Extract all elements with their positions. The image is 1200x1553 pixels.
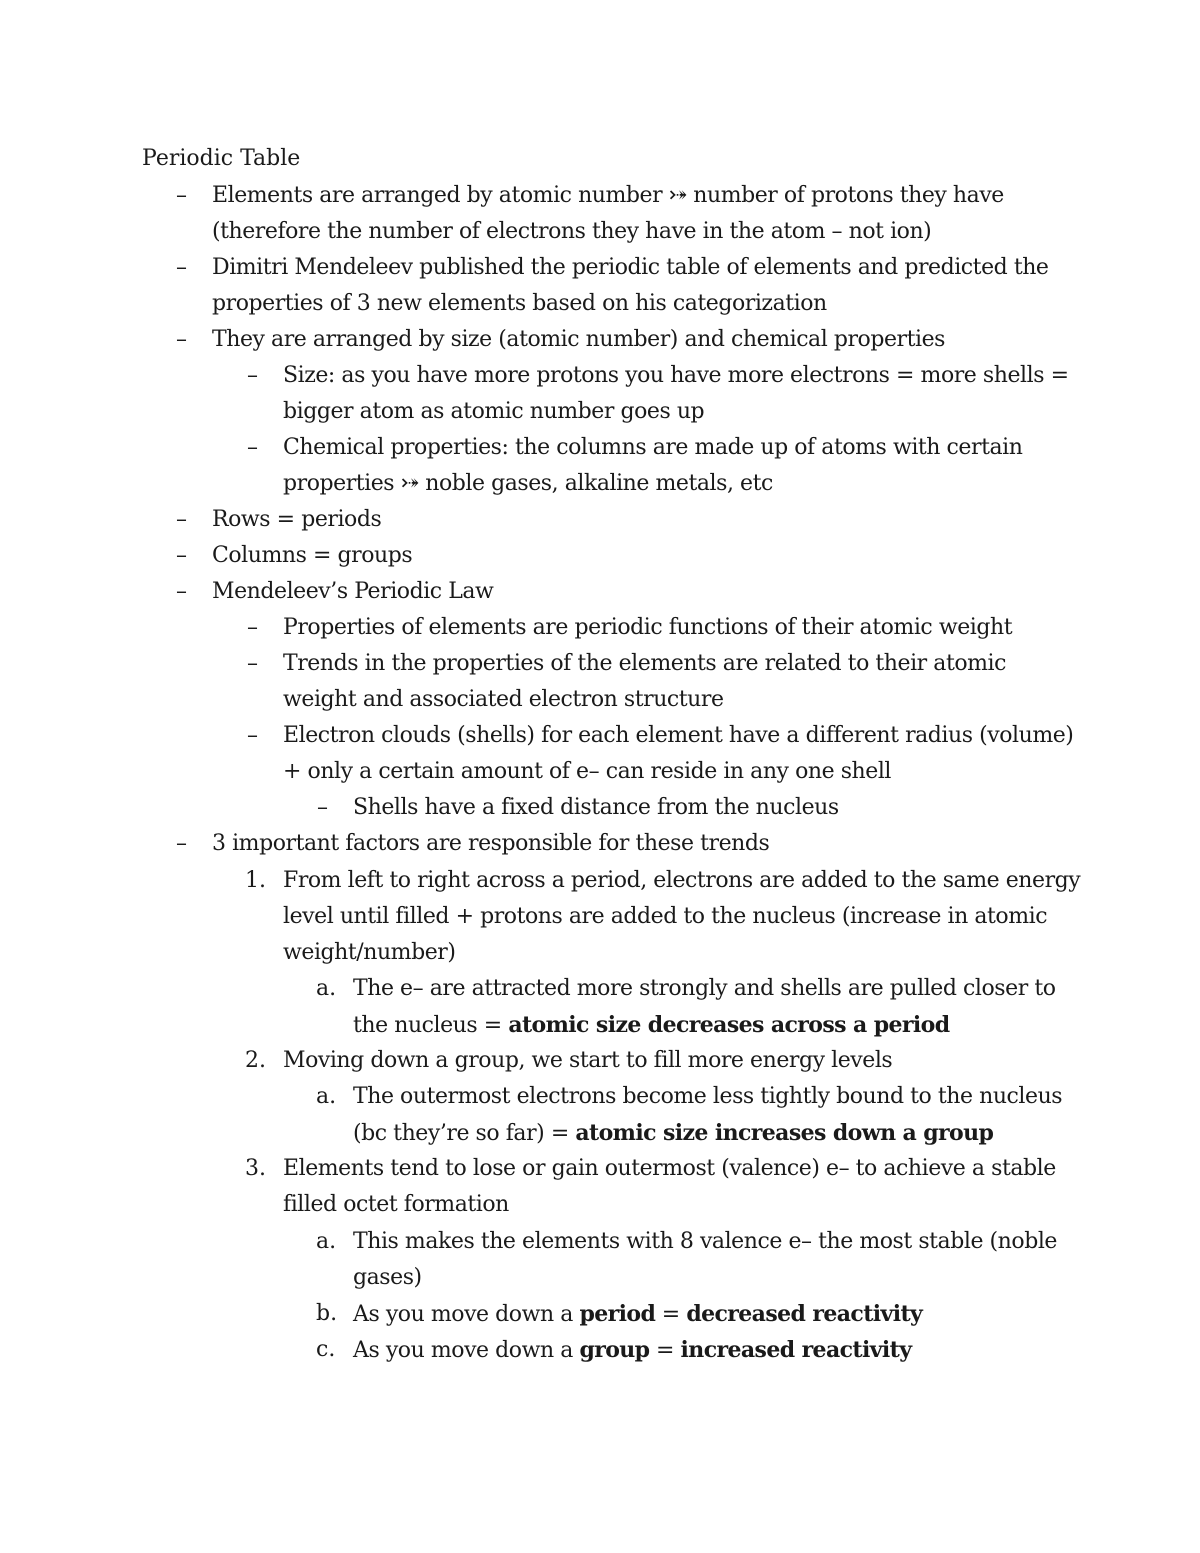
bold-text: atomic size increases down a group	[575, 1120, 994, 1146]
note-line: properties ⤐ noble gases, alkaline metals, etc	[283, 471, 773, 496]
note-line: Shells have a fixed distance from the nucleus	[353, 795, 839, 820]
note-line: Columns = groups	[212, 543, 413, 568]
list-letter: c.	[316, 1337, 336, 1362]
bold-text: decreased reactivity	[686, 1301, 923, 1327]
note-line: bigger atom as atomic number goes up	[283, 399, 705, 424]
bold-text: period	[579, 1301, 656, 1327]
note-line: (therefore the number of electrons they have in the atom – not ion)	[212, 219, 932, 244]
note-line: Properties of elements are periodic functions of their atomic weight	[283, 615, 1013, 640]
line-text: As you move down a	[353, 1338, 580, 1363]
bullet-dash: –	[247, 723, 258, 748]
note-line	[353, 1335, 911, 1366]
note-line: Rows = periods	[212, 507, 382, 532]
bullet-dash: –	[247, 363, 258, 388]
page-title: Periodic Table	[142, 146, 301, 171]
note-line: This makes the elements with 8 valence e– the most stable (noble	[353, 1229, 1057, 1254]
list-letter: a.	[316, 976, 337, 1001]
bullet-dash: –	[247, 435, 258, 460]
bullet-dash: –	[247, 651, 258, 676]
bullet-dash: –	[176, 579, 187, 604]
line-text: =	[655, 1302, 687, 1327]
list-letter: a.	[316, 1229, 337, 1254]
bullet-dash: –	[176, 507, 187, 532]
list-letter: a.	[316, 1084, 337, 1109]
note-line: Size: as you have more protons you have more electrons = more shells =	[283, 363, 1069, 388]
note-line: The e– are attracted more strongly and shells are pulled closer to	[353, 976, 1056, 1001]
line-text: (bc they’re so far) =	[353, 1121, 576, 1146]
note-line	[353, 1118, 993, 1149]
bullet-dash: –	[247, 615, 258, 640]
bullet-dash: –	[176, 831, 187, 856]
note-line: weight/number)	[283, 940, 456, 965]
list-number: 2.	[245, 1048, 266, 1073]
note-line: The outermost electrons become less tightly bound to the nucleus	[353, 1084, 1063, 1109]
line-text: As you move down a	[353, 1302, 580, 1327]
bullet-dash: –	[176, 543, 187, 568]
note-line	[353, 1010, 950, 1041]
line-text: the nucleus =	[353, 1013, 509, 1038]
note-line: Elements tend to lose or gain outermost (valence) e– to achieve a stable	[283, 1156, 1056, 1181]
bold-text: group	[579, 1337, 650, 1363]
bullet-dash: –	[176, 327, 187, 352]
bold-text: increased reactivity	[680, 1337, 912, 1363]
note-line: 3 important factors are responsible for these trends	[212, 831, 770, 856]
note-line: Electron clouds (shells) for each element have a different radius (volume)	[283, 723, 1074, 748]
bullet-dash: –	[317, 795, 328, 820]
note-line: properties of 3 new elements based on his categorization	[212, 291, 827, 316]
note-line: From left to right across a period, electrons are added to the same energy	[283, 868, 1081, 893]
note-line: level until filled + protons are added to the nucleus (increase in atomic	[283, 904, 1048, 929]
list-number: 3.	[245, 1156, 266, 1181]
note-line: Mendeleev’s Periodic Law	[212, 579, 494, 604]
note-line: gases)	[353, 1265, 422, 1290]
note-line: weight and associated electron structure	[283, 687, 724, 712]
note-line: Elements are arranged by atomic number ⤐ number of protons they have	[212, 183, 1004, 208]
note-line: Dimitri Mendeleev published the periodic table of elements and predicted the	[212, 255, 1049, 280]
list-letter: b.	[316, 1301, 338, 1326]
note-line: Trends in the properties of the elements are related to their atomic	[283, 651, 1007, 676]
bullet-dash: –	[176, 255, 187, 280]
note-line: Chemical properties: the columns are made up of atoms with certain	[283, 435, 1023, 460]
note-line: + only a certain amount of e– can reside in any one shell	[283, 759, 891, 784]
note-line: They are arranged by size (atomic number) and chemical properties	[212, 327, 946, 352]
note-line: filled octet formation	[283, 1192, 509, 1217]
list-number: 1.	[245, 868, 266, 893]
bold-text: atomic size decreases across a period	[508, 1012, 950, 1038]
note-line	[353, 1299, 922, 1330]
note-line: Moving down a group, we start to fill more energy levels	[283, 1048, 893, 1073]
bullet-dash: –	[176, 183, 187, 208]
line-text: =	[649, 1338, 681, 1363]
